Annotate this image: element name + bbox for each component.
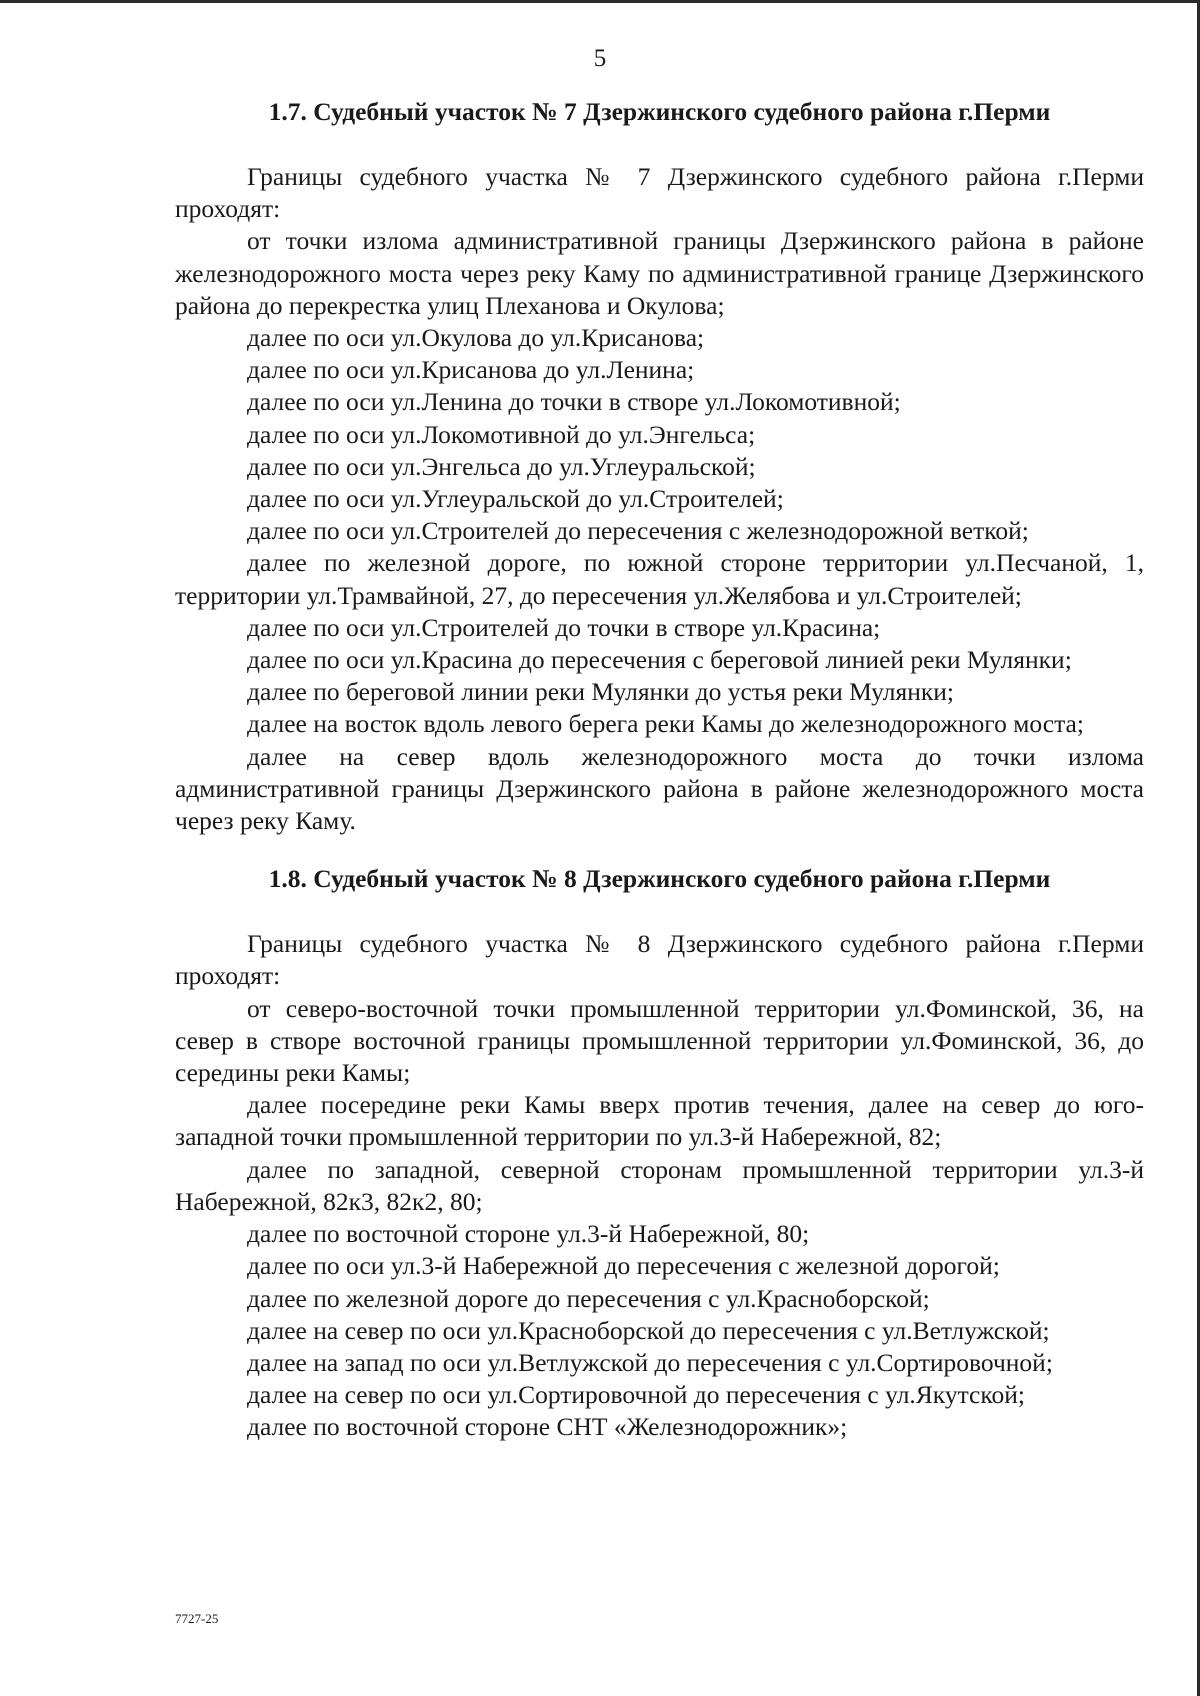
document-code: 7727-25 <box>175 1611 219 1626</box>
paragraph: от северо-восточной точки промышленной территории ул.Фоминской, 36, на север в створе восточной границы промышленной территории ул.Фоминской, 36, до середины реки Камы; <box>175 993 1144 1088</box>
paragraph: далее по оси ул.3-й Набережной до пересечения с железной дорогой; <box>247 1251 1000 1281</box>
paragraph: далее по восточной стороне ул.3-й Набережной, 80; <box>247 1219 810 1249</box>
paragraph: далее по оси ул.Углеуральской до ул.Строителей; <box>247 484 784 514</box>
paragraph: далее по оси ул.Энгельса до ул.Углеуральской; <box>247 451 756 481</box>
paragraph: далее по оси ул.Красина до пересечения с береговой линией реки Мулянки; <box>247 645 1072 675</box>
paragraph: далее по западной, северной сторонам промышленной территории ул.3-й Набережной, 82к3, 82к2, 80; <box>175 1154 1144 1216</box>
paragraph: далее по железной дороге до пересечения с ул.Красноборской; <box>247 1283 930 1313</box>
paragraph: Границы судебного участка № 8 Дзержинского судебного района г.Перми проходят: <box>175 929 1144 991</box>
paragraph: далее по береговой линии реки Мулянки до устья реки Мулянки; <box>247 677 955 707</box>
paragraph: далее по железной дороге, по южной стороне территории ул.Песчаной, 1, территории ул.Трамвайной, 27, до пересечения ул.Желябова и ул.Строителей; <box>175 548 1144 610</box>
paragraph: далее на север по оси ул.Сортировочной до пересечения с ул.Якутской; <box>247 1380 1025 1410</box>
document-body <box>175 96 1144 1444</box>
paragraph: далее по оси ул.Крисанова до ул.Ленина; <box>247 355 695 385</box>
page-number: 5 <box>593 45 607 72</box>
paragraph: от точки излома административной границы Дзержинского района в районе железнодорожного моста через реку Каму по административной границе Дзержинского района до перекрестка улиц Плеханова и Окулова; <box>175 226 1144 320</box>
section-heading: 1.8. Судебный участок № 8 Дзержинского судебного района г.Перми <box>268 864 1051 894</box>
paragraph: далее по восточной стороне СНТ «Железнодорожник»; <box>247 1412 848 1442</box>
section-heading: 1.7. Судебный участок № 7 Дзержинского судебного района г.Перми <box>268 97 1051 126</box>
paragraph: далее на север по оси ул.Красноборской до пересечения с ул.Ветлужской; <box>247 1315 1050 1345</box>
section-1-7 <box>175 96 1144 837</box>
paragraph: далее на восток вдоль левого берега реки Камы до железнодорожного моста; <box>247 709 1084 739</box>
paragraph: Границы судебного участка № 7 Дзержинского судебного района г.Перми проходят: <box>175 162 1144 224</box>
paragraph: далее посередине реки Камы вверх против течения, далее на север до юго-западной точки промышленной территории по ул.3-й Набережной, 82; <box>175 1090 1144 1152</box>
paragraph: далее на север вдоль железнодорожного моста до точки излома административной границы Дзержинского района в районе железнодорожного моста через реку Каму. <box>175 741 1144 836</box>
paragraph: далее по оси ул.Локомотивной до ул.Энгельса; <box>247 419 756 449</box>
paragraph: далее по оси ул.Ленина до точки в створе ул.Локомотивной; <box>247 387 901 417</box>
scan-border-top <box>0 0 1200 3</box>
paragraph: далее на запад по оси ул.Ветлужской до пересечения с ул.Сортировочной; <box>247 1347 1053 1377</box>
paragraph: далее по оси ул.Строителей до точки в створе ул.Красина; <box>247 612 881 642</box>
paragraph: далее по оси ул.Окулова до ул.Крисанова; <box>247 323 705 353</box>
section-1-8 <box>175 863 1144 1443</box>
paragraph: далее по оси ул.Строителей до пересечения с железнодорожной веткой; <box>247 516 1029 546</box>
